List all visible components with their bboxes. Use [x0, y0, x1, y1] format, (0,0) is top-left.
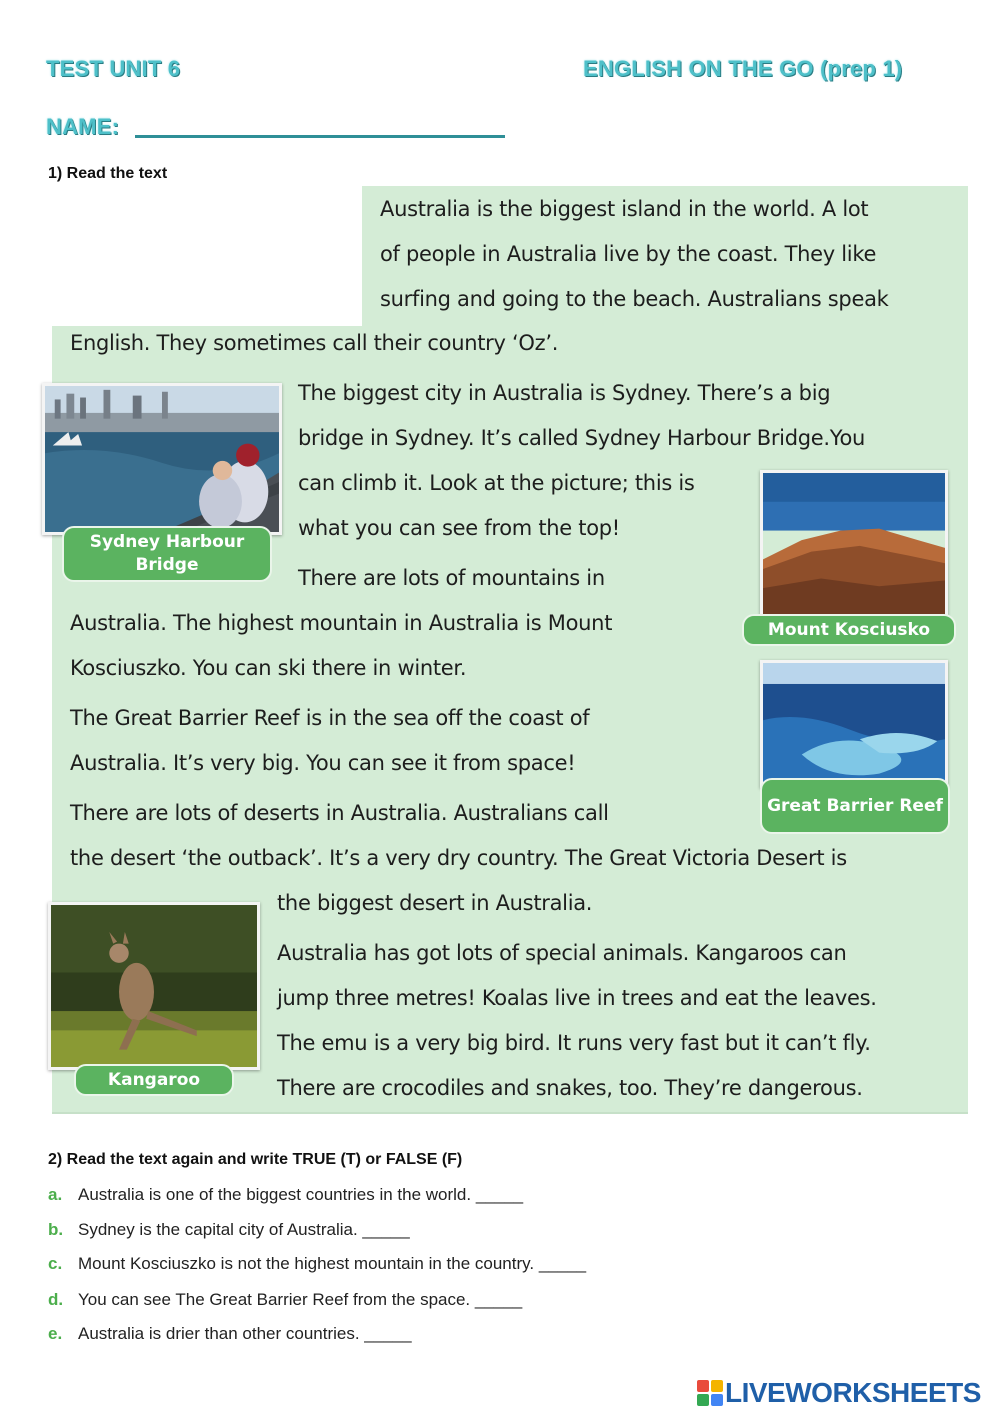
- sydney-harbour-photo: [42, 383, 282, 535]
- reading-line: what you can see from the top!: [298, 516, 620, 540]
- great-barrier-reef-photo: [760, 660, 948, 788]
- caption-kangaroo: Kangaroo: [74, 1064, 234, 1096]
- question-item-a[interactable]: [48, 1185, 523, 1205]
- reading-line: surfing and going to the beach. Australians speak: [380, 287, 889, 311]
- question-text: Australia is one of the biggest countries in the world. _____: [78, 1185, 524, 1204]
- question-item-b[interactable]: [48, 1220, 410, 1240]
- reading-line: The biggest city in Australia is Sydney. There’s a big: [298, 381, 831, 405]
- reading-line: The emu is a very big bird. It runs very fast but it can’t fly.: [277, 1031, 871, 1055]
- section1-heading: 1) Read the text: [48, 165, 168, 182]
- logo-mark-icon: [697, 1380, 723, 1406]
- question-text: Mount Kosciuszko is not the highest mountain in the country. _____: [78, 1254, 587, 1273]
- reading-line: The Great Barrier Reef is in the sea off the coast of: [70, 706, 590, 730]
- test-title: TEST UNIT 6: [46, 56, 181, 81]
- reading-line: the desert ‘the outback’. It’s a very dry country. The Great Victoria Desert is: [70, 846, 847, 870]
- name-line[interactable]: [135, 135, 505, 138]
- caption-great-barrier-reef: Great Barrier Reef: [760, 778, 950, 834]
- liveworksheets-logo[interactable]: [697, 1377, 981, 1409]
- question-text: Sydney is the capital city of Australia. _____: [78, 1220, 410, 1239]
- reading-line: There are lots of mountains in: [298, 566, 605, 590]
- question-letter: e.: [48, 1324, 63, 1343]
- question-letter: c.: [48, 1254, 63, 1273]
- reading-line: the biggest desert in Australia.: [277, 891, 593, 915]
- reading-line: jump three metres! Koalas live in trees and eat the leaves.: [277, 986, 877, 1010]
- caption-sydney-harbour-bridge: Sydney Harbour Bridge: [62, 526, 272, 582]
- reading-line: There are crocodiles and snakes, too. They’re dangerous.: [277, 1076, 863, 1100]
- reading-line: bridge in Sydney. It’s called Sydney Harbour Bridge.You: [298, 426, 866, 450]
- reading-line: English. They sometimes call their country ‘Oz’.: [70, 331, 559, 355]
- reading-line: Australia. It’s very big. You can see it from space!: [70, 751, 576, 775]
- question-letter: d.: [48, 1290, 64, 1309]
- reading-line: Australia has got lots of special animals. Kangaroos can: [277, 941, 847, 965]
- question-item-e[interactable]: [48, 1324, 412, 1344]
- course-title: ENGLISH ON THE GO (prep 1): [583, 56, 903, 81]
- section2-heading: 2) Read the text again and write TRUE (T) or FALSE (F): [48, 1151, 463, 1168]
- mount-kosciusko-photo: [760, 470, 948, 618]
- name-label: NAME:: [46, 114, 120, 139]
- question-text: You can see The Great Barrier Reef from the space. _____: [78, 1290, 523, 1309]
- reading-line: There are lots of deserts in Australia. Australians call: [70, 801, 609, 825]
- question-letter: a.: [48, 1185, 63, 1204]
- kangaroo-photo: [48, 902, 260, 1070]
- logo-text: LIVEWORKSHEETS: [725, 1377, 981, 1408]
- question-letter: b.: [48, 1220, 64, 1239]
- reading-line: Australia. The highest mountain in Australia is Mount: [70, 611, 613, 635]
- reading-line: can climb it. Look at the picture; this is: [298, 471, 695, 495]
- question-text: Australia is drier than other countries. _____: [78, 1324, 412, 1343]
- reading-line: Kosciuszko. You can ski there in winter.: [70, 656, 467, 680]
- reading-line: of people in Australia live by the coast. They like: [380, 242, 877, 266]
- question-item-c[interactable]: [48, 1254, 586, 1274]
- question-item-d[interactable]: [48, 1290, 522, 1310]
- caption-mount-kosciusko: Mount Kosciusko: [742, 614, 956, 646]
- reading-line: Australia is the biggest island in the world. A lot: [380, 197, 869, 221]
